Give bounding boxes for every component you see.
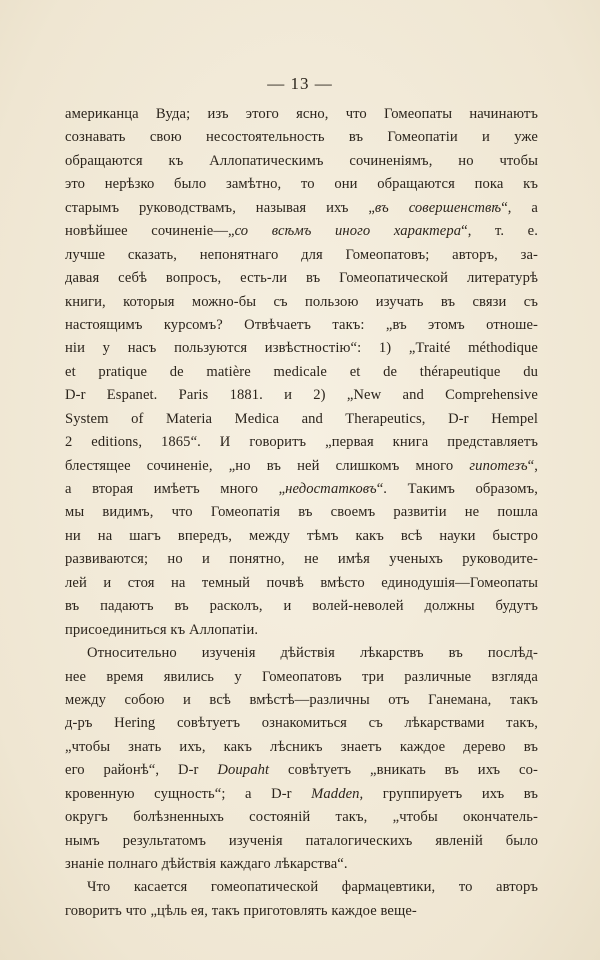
text-segment: обращаются къ Аллопатическимъ сочиненіямъ, но чтобы	[65, 152, 538, 169]
italic-text: Madden,	[311, 785, 364, 802]
text-line	[65, 759, 538, 782]
text-line	[65, 642, 538, 665]
text-line	[65, 595, 538, 618]
text-line	[65, 384, 538, 407]
paragraph	[65, 876, 538, 923]
text-segment: американца Вуда; изъ этого ясно, что Гомеопаты начинаютъ	[65, 106, 538, 122]
page-number: — 13 —	[267, 74, 333, 93]
text-line	[65, 103, 538, 126]
text-line	[65, 408, 538, 431]
text-line	[65, 431, 538, 454]
text-segment: блестящее сочиненіе, „но въ ней слишкомъ много	[65, 457, 470, 474]
text-segment: “,	[527, 457, 538, 474]
text-segment: D-r Espanet. Paris 1881. и 2) „New and Comprehensive	[65, 387, 538, 404]
text-segment: книги, которыя можно-бы съ пользою изучать въ связи съ	[65, 293, 538, 310]
text-line	[65, 126, 538, 149]
text-line	[65, 525, 538, 548]
text-line	[65, 666, 538, 689]
text-line	[65, 689, 538, 712]
italic-text: въ совершенствѣ	[374, 199, 502, 216]
text-segment: et pratique de matière medicale et de thérapeutique du	[65, 363, 538, 380]
text-segment: System of Materia Medica and Therapeutics, D-r Hempel	[65, 410, 538, 427]
paragraph	[65, 642, 538, 876]
text-segment: его районѣ“, D-r	[65, 762, 218, 779]
text-segment: ніи у насъ пользуются извѣстностію“: 1) „Traité méthodique	[65, 340, 538, 357]
italic-text: недостатковъ	[285, 481, 377, 497]
text-line	[65, 244, 538, 267]
text-line	[65, 197, 538, 220]
text-line	[65, 337, 538, 360]
text-segment: округъ болѣзненныхъ состояній такъ, „чтобы окончатель-	[65, 809, 538, 826]
text-line	[65, 173, 538, 196]
text-line	[65, 501, 538, 524]
text-line	[65, 876, 538, 899]
text-segment: мы видимъ, что Гомеопатія въ своемъ развитіи не пошла	[65, 504, 538, 521]
text-segment: это нерѣзко было замѣтно, то они обращаются пока къ	[65, 176, 538, 193]
text-segment: д-ръ Hering совѣтуетъ ознакомиться съ лѣкарствами такъ,	[65, 715, 538, 732]
text-line	[65, 806, 538, 829]
text-segment: Относительно изученія дѣйствія лѣкарствъ въ послѣд-	[87, 645, 538, 662]
italic-text: гипотезъ	[469, 457, 528, 474]
text-line	[65, 361, 538, 384]
body-text	[65, 103, 538, 923]
text-segment: настоящимъ курсомъ? Отвѣчаетъ такъ: „въ этомъ отноше-	[65, 316, 538, 333]
paragraph	[65, 103, 538, 642]
text-line	[65, 712, 538, 735]
text-segment: присоединиться къ Аллопатіи.	[65, 621, 259, 638]
text-line	[65, 267, 538, 290]
text-line	[65, 455, 538, 478]
text-segment: “. Такимъ образомъ,	[376, 481, 538, 497]
text-segment: “, т. е.	[461, 223, 538, 240]
text-segment: Что касается гомеопатической фармацевтики, то авторъ	[87, 879, 538, 896]
text-segment: 2 editions, 1865“. И говоритъ „первая книга представляетъ	[65, 434, 538, 451]
text-segment: развиваются; но и понятно, не имѣя ученыхъ руководите-	[65, 551, 538, 568]
text-segment: ни на шагъ впередъ, между тѣмъ какъ всѣ науки быстро	[65, 527, 538, 544]
italic-text: со всѣмъ иного характера	[234, 223, 462, 240]
text-line	[65, 291, 538, 314]
text-segment: знаніе полнаго дѣйствія каждаго лѣкарства“.	[65, 856, 348, 872]
text-line	[65, 736, 538, 759]
text-segment: говоритъ что „цѣль ея, такъ приготовлять каждое веще-	[65, 902, 417, 919]
text-line	[65, 900, 538, 923]
italic-text: Doupaht	[217, 762, 270, 779]
text-line	[65, 830, 538, 853]
text-segment: а вторая имѣетъ много „	[65, 481, 286, 497]
text-segment: лей и стоя на темный почвѣ вмѣсто единодушія—Гомеопаты	[65, 574, 538, 591]
text-segment: лучше сказать, непонятнаго для Гомеопатовъ; авторъ, за-	[65, 246, 538, 263]
text-segment: въ падаютъ въ расколъ, и волей-неволей должны будутъ	[65, 598, 538, 615]
text-line	[65, 783, 538, 806]
text-segment: группируетъ ихъ въ	[363, 785, 538, 802]
text-line	[65, 150, 538, 173]
text-segment: новѣйшее сочиненіе—„	[65, 223, 235, 240]
text-line	[65, 220, 538, 243]
text-segment: давая себѣ вопросъ, есть-ли въ Гомеопатической литературѣ	[65, 270, 538, 287]
text-line	[65, 478, 538, 501]
text-segment: кровенную сущность“; а D-r	[65, 785, 312, 802]
text-line	[65, 548, 538, 571]
text-segment: „чтобы знать ихъ, какъ лѣсникъ знаетъ каждое дерево въ	[65, 738, 538, 755]
text-line	[65, 853, 538, 876]
text-segment: старымъ руководствамъ, называя ихъ „	[65, 199, 375, 216]
text-segment: между собою и всѣ вмѣстѣ—различны отъ Ганемана, такъ	[65, 691, 538, 708]
text-line	[65, 314, 538, 337]
text-segment: “, а	[501, 199, 538, 216]
text-segment: совѣтуетъ „вникать въ ихъ со-	[269, 762, 538, 779]
text-segment: нымъ результатомъ изученія паталогическихъ явленій было	[65, 832, 538, 849]
text-segment: сознавать свою несостоятельность въ Гомеопатіи и уже	[65, 129, 538, 146]
text-line	[65, 619, 538, 642]
text-segment: нее время явились у Гомеопатовъ три различные взгляда	[65, 668, 538, 685]
text-line	[65, 572, 538, 595]
